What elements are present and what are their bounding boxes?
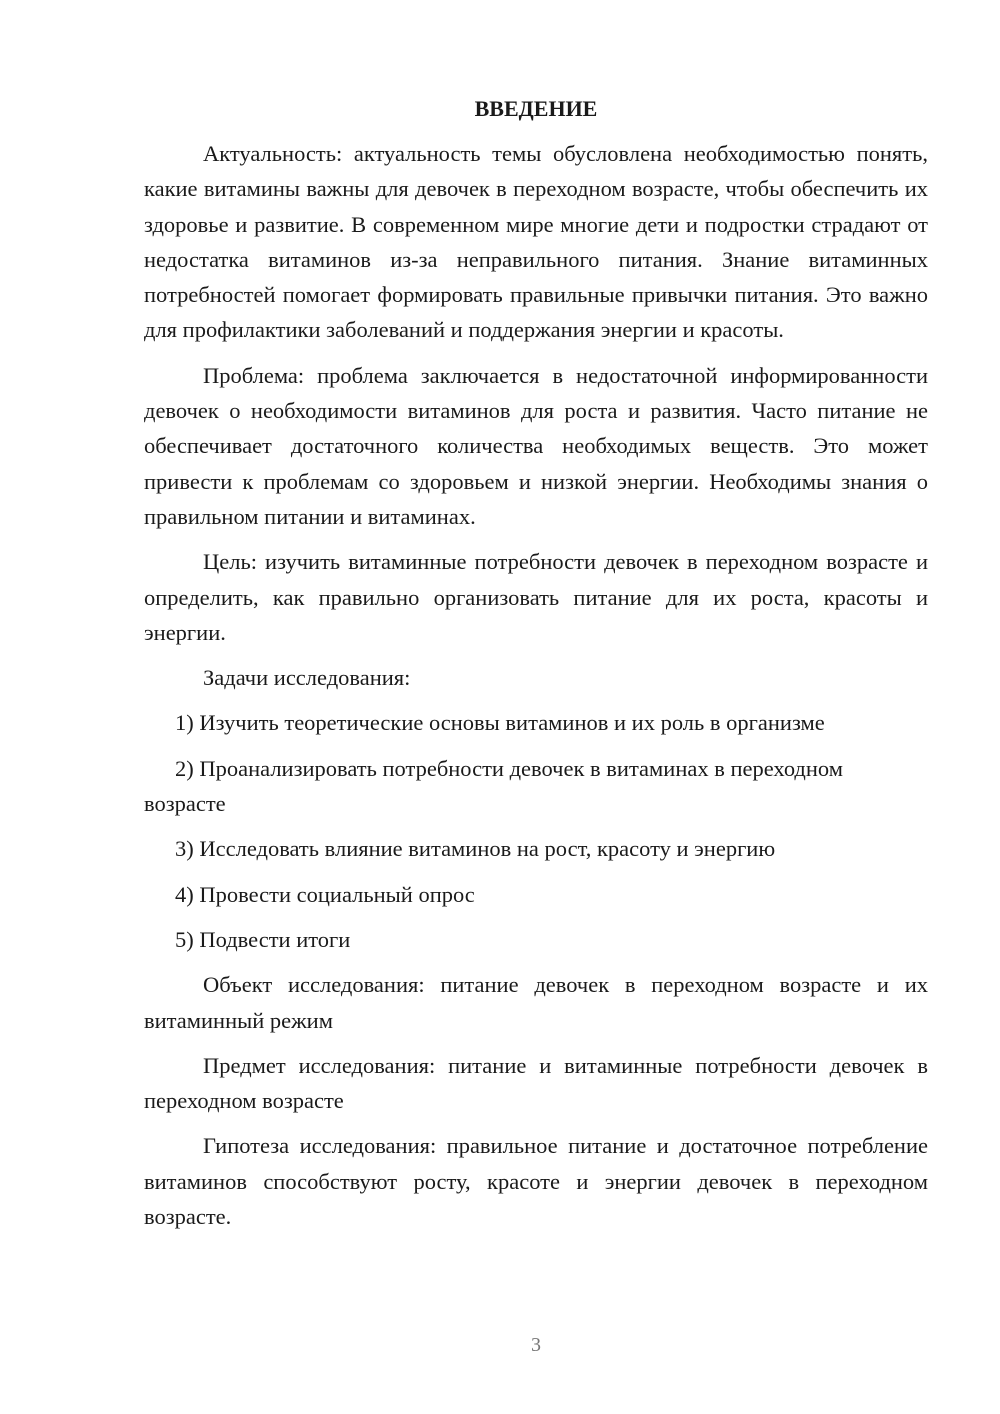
task-item: 5) Подвести итоги [175, 926, 351, 952]
page-number: 3 [531, 1334, 541, 1356]
paragraph-object: Объект исследования: питание девочек в переходном возрасте и их витаминный режим [144, 972, 928, 1033]
document-page [144, 92, 928, 1244]
task-item: 2) Проанализировать потребности девочек в витаминах в переходном возрасте [144, 755, 843, 817]
paragraph-goal: Цель: изучить витаминные потребности девочек в переходном возрасте и определить, как правильно организовать питание для их роста, красоты и энергии. [144, 549, 928, 645]
paragraph-subject: Предмет исследования: питание и витаминные потребности девочек в переходном возрасте [144, 1052, 928, 1114]
paragraph-problem: Проблема: проблема заключается в недостаточной информированности девочек о необходимости витаминов для роста и развития. Часто питание не обеспечивает достаточного количества необходимых веществ. Это может привести к проблемам со здоровьем и низкой энергии. Необходимы знания о правильном питании и витаминах. [144, 362, 928, 529]
paragraph-relevance: Актуальность: актуальность темы обусловлена необходимостью понять, какие витамины важны для девочек в переходном возрасте, чтобы обеспечить их здоровье и развитие. В современном мире многие дети и подростки страдают от недостатка витаминов из-за неправильного питания. Знание витаминных потребностей помогает формировать правильные привычки питания. Это важно для профилактики заболеваний и поддержания энергии и красоты. [144, 141, 928, 343]
task-item: 4) Провести социальный опрос [175, 881, 475, 907]
tasks-heading: Задачи исследования: [203, 665, 411, 691]
task-item: 3) Исследовать влияние витаминов на рост, красоту и энергию [175, 836, 776, 862]
paragraph-hypothesis: Гипотеза исследования: правильное питание и достаточное потребление витаминов способствуют росту, красоте и энергии девочек в переходном возрасте. [144, 1133, 928, 1230]
page-title: ВВЕДЕНИЕ [474, 96, 598, 121]
task-item: 1) Изучить теоретические основы витаминов и их роль в организме [175, 710, 825, 736]
